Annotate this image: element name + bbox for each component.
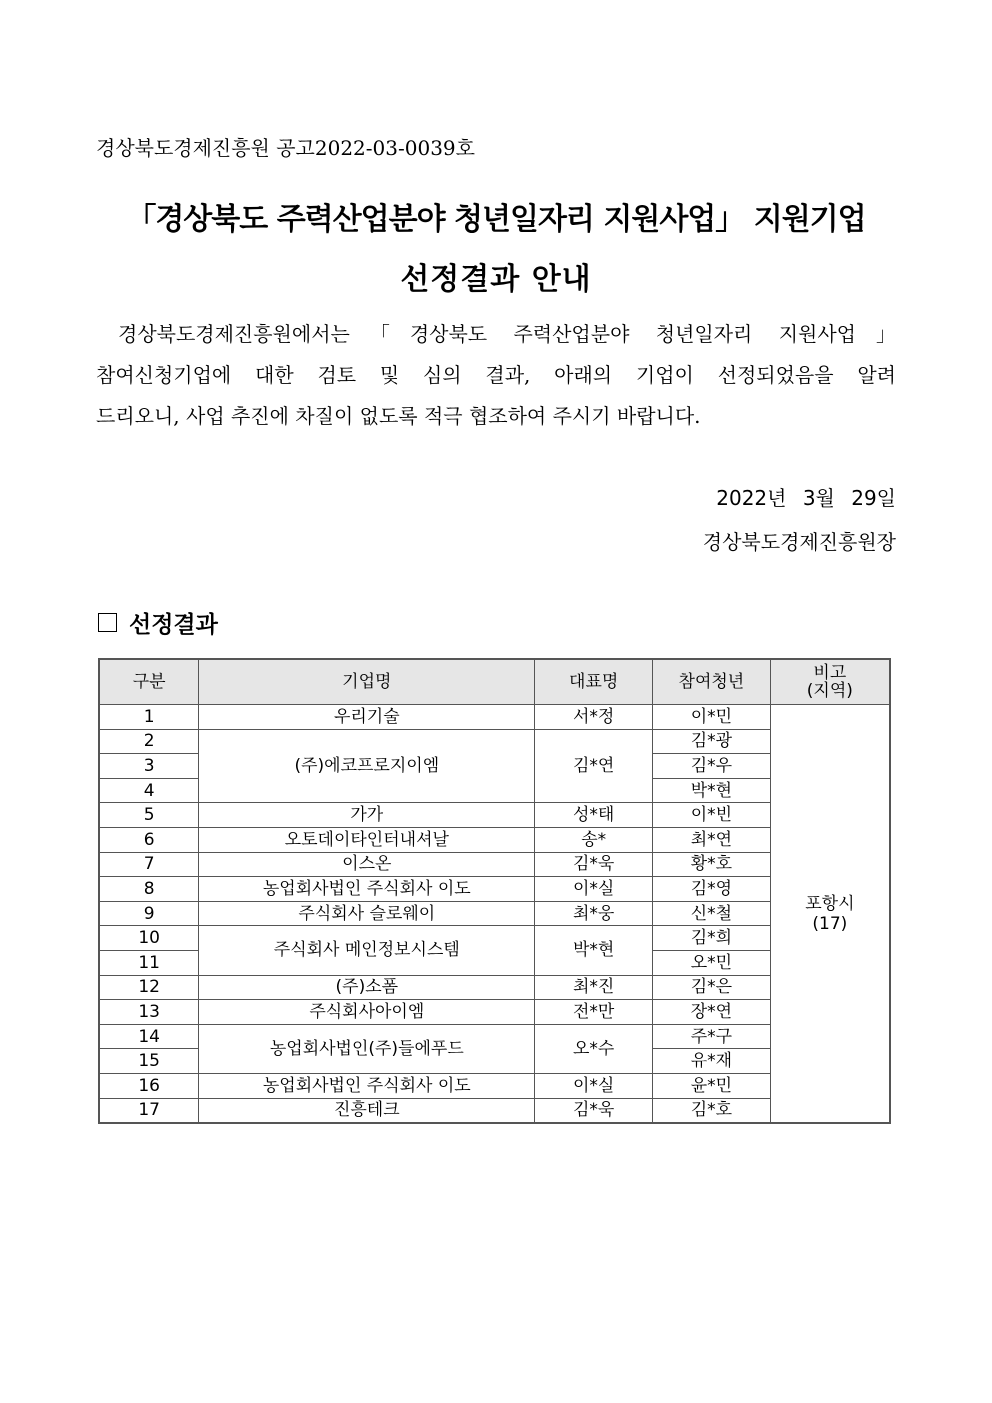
cell-no: 10: [99, 926, 199, 951]
cell-youth: 윤*민: [653, 1073, 771, 1098]
cell-no: 17: [99, 1098, 199, 1123]
body-line: 참여신청기업에 대한 검토 및 심의 결과, 아래의 기업이 선정되었음을 알려: [96, 363, 896, 387]
cell-youth: 황*호: [653, 852, 771, 877]
cell-rep: 송*: [535, 827, 653, 852]
result-table: [98, 658, 891, 1124]
page-subtitle: 선정결과 안내: [400, 262, 592, 297]
cell-no: 16: [99, 1073, 199, 1098]
cell-company: 주식회사아이엠: [199, 1000, 535, 1025]
header-company: 기업명: [199, 659, 535, 705]
signer: 경상북도경제진흥원장: [702, 530, 896, 554]
cell-no: 11: [99, 950, 199, 975]
cell-company: (주)소폼: [199, 975, 535, 1000]
cell-no: 9: [99, 901, 199, 926]
cell-youth: 김*영: [653, 877, 771, 902]
cell-no: 5: [99, 803, 199, 828]
cell-company: 진흥테크: [199, 1098, 535, 1123]
section-heading: [96, 606, 218, 639]
cell-rep: 이*실: [535, 877, 653, 902]
cell-company: 오토데이타인터내셔날: [199, 827, 535, 852]
cell-no: 8: [99, 877, 199, 902]
cell-no: 15: [99, 1049, 199, 1074]
cell-rep: 최*진: [535, 975, 653, 1000]
cell-company: 농업회사법인 주식회사 이도: [199, 877, 535, 902]
cell-youth: 최*연: [653, 827, 771, 852]
cell-company: 주식회사 슬로웨이: [199, 901, 535, 926]
cell-youth: 유*재: [653, 1049, 771, 1074]
body-line: 경상북도경제진흥원에서는「경상북도 주력산업분야 청년일자리 지원사업」: [118, 322, 896, 346]
header-youth: 참여청년: [653, 659, 771, 705]
cell-no: 7: [99, 852, 199, 877]
cell-rep: 이*실: [535, 1073, 653, 1098]
cell-company: 농업회사법인 주식회사 이도: [199, 1073, 535, 1098]
cell-region: 포항시 (17): [770, 705, 890, 1124]
cell-rep: 서*정: [535, 705, 653, 730]
cell-youth: 박*현: [653, 778, 771, 803]
cell-youth: 김*우: [653, 754, 771, 779]
cell-rep: 김*욱: [535, 852, 653, 877]
square-bullet-icon: [98, 613, 117, 632]
cell-rep: 오*수: [535, 1024, 653, 1073]
cell-company: 주식회사 메인정보시스템: [199, 926, 535, 975]
cell-youth: 김*은: [653, 975, 771, 1000]
cell-youth: 신*철: [653, 901, 771, 926]
header-rep: 대표명: [535, 659, 653, 705]
cell-rep: 김*연: [535, 729, 653, 803]
cell-no: 3: [99, 754, 199, 779]
notice-number: 경상북도경제진흥원 공고2022-03-0039호: [96, 136, 475, 160]
header-no: 구분: [99, 659, 199, 705]
cell-youth: 김*호: [653, 1098, 771, 1123]
table-header-row: [99, 659, 890, 705]
cell-youth: 김*희: [653, 926, 771, 951]
cell-company: (주)에코프로지이엠: [199, 729, 535, 803]
announcement-date: 2022년 3월 29일: [716, 486, 896, 510]
cell-no: 14: [99, 1024, 199, 1049]
announcement-body: [96, 314, 896, 437]
cell-rep: 전*만: [535, 1000, 653, 1025]
section-title: 선정결과: [129, 611, 218, 638]
cell-company: 가가: [199, 803, 535, 828]
cell-rep: 성*태: [535, 803, 653, 828]
cell-company: 이스온: [199, 852, 535, 877]
cell-no: 2: [99, 729, 199, 754]
table-row: [99, 705, 890, 730]
cell-no: 6: [99, 827, 199, 852]
cell-company: 우리기술: [199, 705, 535, 730]
header-note: 비고 (지역): [770, 659, 890, 705]
cell-youth: 이*민: [653, 705, 771, 730]
cell-rep: 박*현: [535, 926, 653, 975]
cell-rep: 김*욱: [535, 1098, 653, 1123]
cell-youth: 김*광: [653, 729, 771, 754]
cell-youth: 주*구: [653, 1024, 771, 1049]
body-line: 드리오니, 사업 추진에 차질이 없도록 적극 협조하여 주시기 바랍니다.: [96, 404, 701, 428]
cell-company: 농업회사법인(주)들에푸드: [199, 1024, 535, 1073]
cell-no: 13: [99, 1000, 199, 1025]
cell-no: 4: [99, 778, 199, 803]
cell-youth: 장*연: [653, 1000, 771, 1025]
cell-no: 1: [99, 705, 199, 730]
cell-no: 12: [99, 975, 199, 1000]
cell-rep: 최*웅: [535, 901, 653, 926]
page-title: 「경상북도 주력산업분야 청년일자리 지원사업」 지원기업: [126, 202, 866, 237]
cell-youth: 오*민: [653, 950, 771, 975]
cell-youth: 이*빈: [653, 803, 771, 828]
